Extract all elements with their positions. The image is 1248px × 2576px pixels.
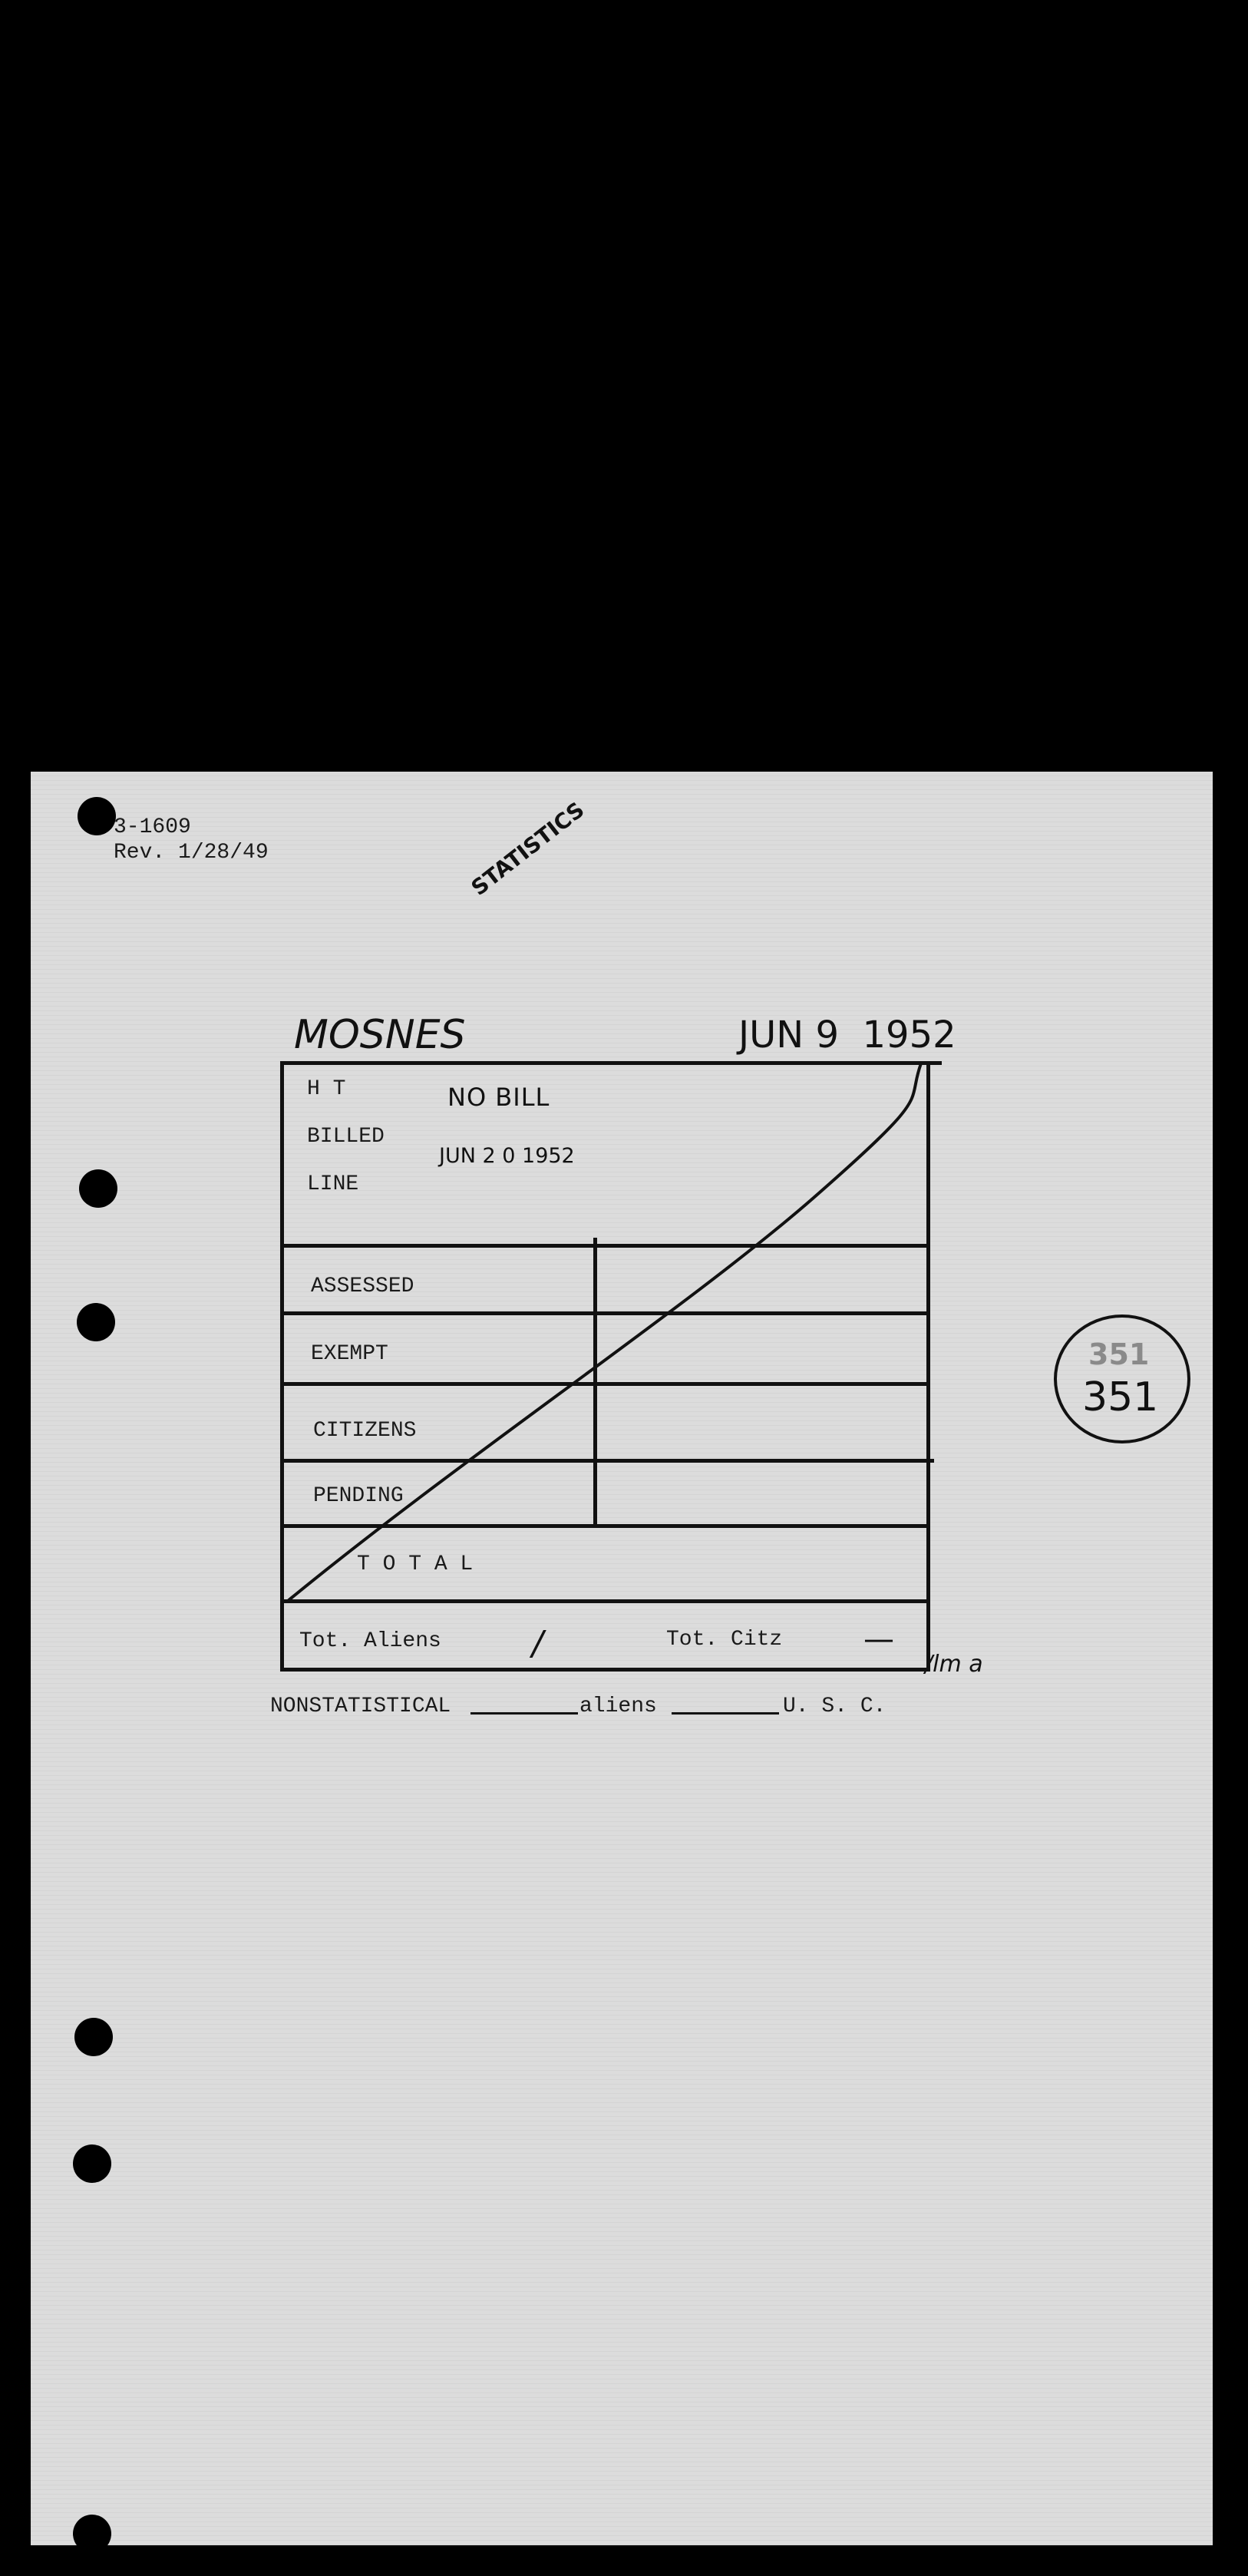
row-label-exempt: EXEMPT bbox=[311, 1342, 388, 1366]
billed-label: BILLED bbox=[307, 1125, 385, 1149]
tot-citz-label: Tot. Citz bbox=[666, 1628, 783, 1652]
circled-number-handwritten: 351 bbox=[1082, 1374, 1159, 1420]
form-number: 3-1609 bbox=[114, 815, 191, 839]
nonstatistical-usc: U. S. C. bbox=[783, 1695, 886, 1718]
nonstatistical-label: NONSTATISTICAL bbox=[270, 1695, 451, 1718]
total-label: T O T A L bbox=[357, 1553, 474, 1576]
form-revision: Rev. 1/28/49 bbox=[114, 841, 269, 865]
line-label: LINE bbox=[307, 1172, 359, 1196]
initials-handwritten: /lm a bbox=[925, 1651, 983, 1678]
ht-label: H T bbox=[307, 1077, 346, 1101]
row-label-assessed: ASSESSED bbox=[311, 1275, 414, 1298]
circled-number-stamped: 351 bbox=[1088, 1338, 1150, 1371]
nonstatistical-aliens: aliens bbox=[579, 1695, 657, 1718]
statistics-stamp: STATISTICS bbox=[466, 797, 589, 901]
row-label-citizens: CITIZENS bbox=[313, 1419, 417, 1443]
name-handwritten: MOSNES bbox=[294, 1012, 466, 1058]
row-label-pending: PENDING bbox=[313, 1484, 404, 1508]
tot-aliens-value: / bbox=[532, 1624, 543, 1663]
date-handwritten: JUN 9 1952 bbox=[738, 1014, 956, 1057]
no-bill-stamp: NO BILL bbox=[447, 1083, 550, 1112]
tot-citz-value: — bbox=[863, 1622, 894, 1657]
tot-aliens-label: Tot. Aliens bbox=[299, 1629, 441, 1653]
no-bill-date-stamp: JUN 2 0 1952 bbox=[439, 1144, 575, 1168]
